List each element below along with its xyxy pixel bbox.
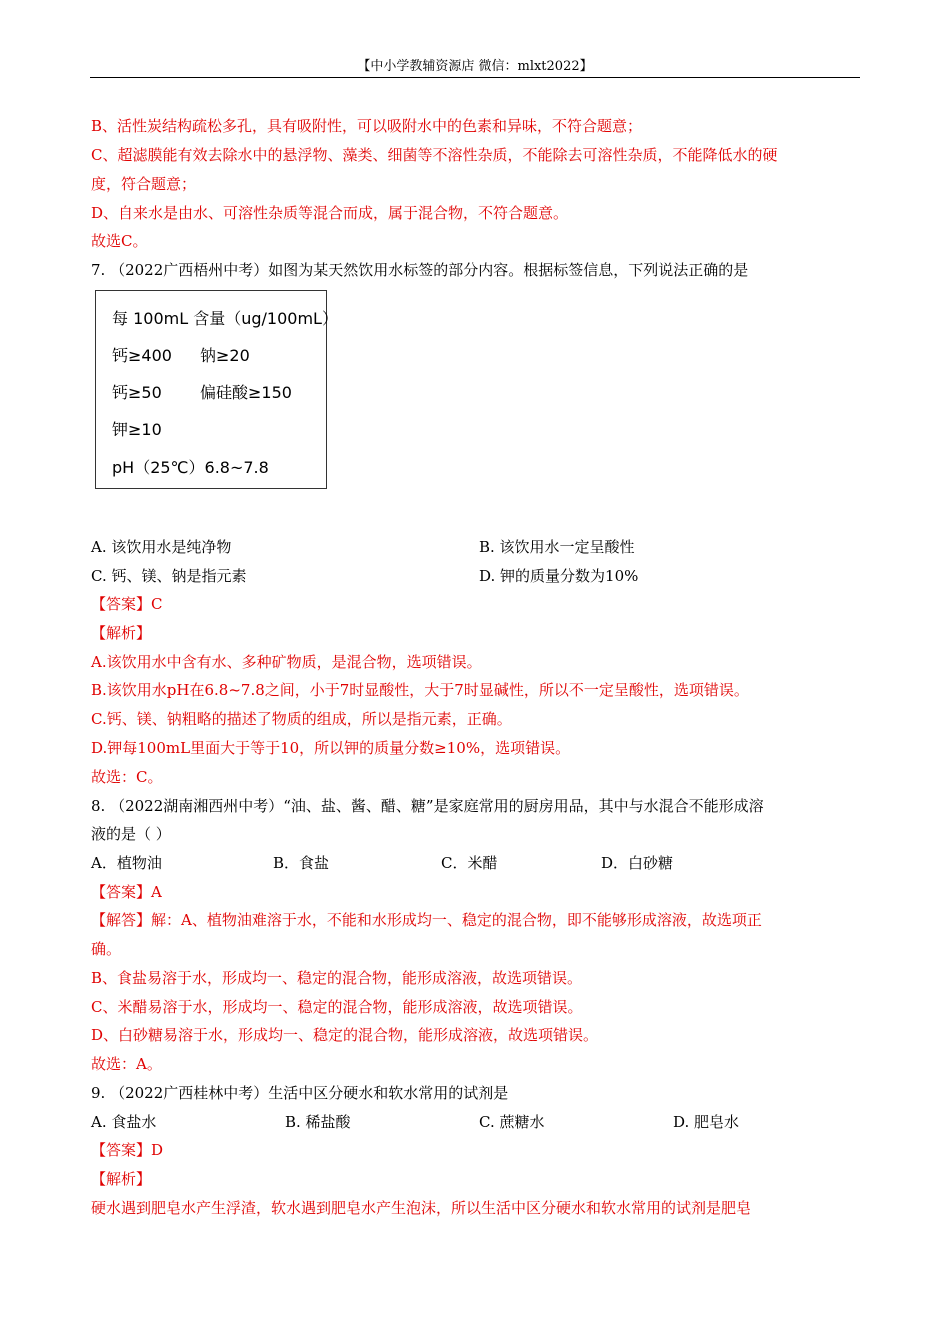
q6-conclusion: 故选C。	[91, 232, 148, 250]
q6-option-c-explanation-line2: 度，符合题意；	[91, 175, 197, 193]
q9-analysis-title: 【解析】	[91, 1170, 152, 1188]
label-ph: pH（25℃）6.8~7.8	[112, 458, 269, 477]
q8-analysis-line2: 确。	[91, 940, 122, 958]
q6-option-c-explanation-line1: C、超滤膜能有效去除水中的悬浮物、藻类、细菌等不溶性杂质，不能除去可溶性杂质，不能降低水的硬	[91, 146, 778, 164]
label-title: 每 100mL 含量（ug/100mL）	[112, 309, 338, 328]
label-magnesium: 钙≥50	[112, 383, 162, 402]
q9-option-b: B. 稀盐酸	[285, 1113, 351, 1131]
q8-stem-line2: 液的是（ ）	[91, 825, 171, 843]
q9-answer: 【答案】D	[91, 1141, 164, 1159]
q8-option-d: D．白砂糖	[601, 854, 674, 872]
q7-option-a: A. 该饮用水是纯净物	[91, 538, 232, 556]
q7-analysis-line: B.该饮用水pH在6.8~7.8之间，小于7时显酸性，大于7时显碱性，所以不一定呈酸性，选项错误。	[91, 681, 749, 699]
q8-analysis-line: C、米醋易溶于水，形成均一、稳定的混合物，能形成溶液，故选项错误。	[91, 998, 583, 1016]
q9-option-c: C. 蔗糖水	[479, 1113, 545, 1131]
q7-option-d: D. 钾的质量分数为10%	[479, 567, 639, 585]
label-potassium: 钾≥10	[112, 420, 162, 439]
q6-option-b-explanation: B、活性炭结构疏松多孔，具有吸附性，可以吸附水中的色素和异味，不符合题意；	[91, 117, 643, 135]
q7-option-c: C. 钙、镁、钠是指元素	[91, 567, 247, 585]
q9-stem: 9. （2022广西桂林中考）生活中区分硬水和软水常用的试剂是	[91, 1084, 509, 1102]
q8-option-c: C．米醋	[441, 854, 498, 872]
q7-option-b: B. 该饮用水一定呈酸性	[479, 538, 635, 556]
q8-answer: 【答案】A	[91, 883, 162, 901]
q6-option-d-explanation: D、自来水是由水、可溶性杂质等混合而成，属于混合物，不符合题意。	[91, 204, 569, 222]
q8-stem-line1: 8. （2022湖南湘西州中考）“油、盐、酱、醋、糖”是家庭常用的厨房用品，其中与水混合不能形成溶	[91, 797, 764, 815]
label-sodium: 钠≥20	[200, 346, 250, 365]
q7-analysis-line: D.钾每100mL里面大于等于10，所以钾的质量分数≥10%，选项错误。	[91, 739, 571, 757]
q9-analysis-line: 硬水遇到肥皂水产生浮渣，软水遇到肥皂水产生泡沫，所以生活中区分硬水和软水常用的试剂是肥皂	[91, 1199, 752, 1217]
water-label-figure	[95, 290, 338, 489]
q8-analysis-line: B、食盐易溶于水，形成均一、稳定的混合物，能形成溶液，故选项错误。	[91, 969, 583, 987]
q7-answer: 【答案】C	[91, 595, 163, 613]
q7-analysis-title: 【解析】	[91, 624, 152, 642]
q7-analysis-line: C.钙、镁、钠粗略的描述了物质的组成，所以是指元素，正确。	[91, 710, 512, 728]
q8-option-a: A．植物油	[91, 854, 162, 872]
q8-analysis-line: D、白砂糖易溶于水，形成均一、稳定的混合物，能形成溶液，故选项错误。	[91, 1026, 599, 1044]
q8-option-b: B．食盐	[273, 854, 330, 872]
q8-conclusion: 故选：A。	[91, 1055, 162, 1073]
q8-analysis-line1: 【解答】解：A、植物油难溶于水，不能和水形成均一、稳定的混合物，即不能够形成溶液，故选项正	[91, 911, 762, 929]
label-metasilicic-acid: 偏硅酸≥150	[200, 383, 292, 402]
page-header: 【中小学教辅资源店 微信：mlxt2022】	[90, 58, 860, 78]
q7-stem: 7. （2022广西梧州中考）如图为某天然饮用水标签的部分内容。根据标签信息，下列说法正确的是	[91, 261, 749, 279]
q9-option-a: A. 食盐水	[91, 1113, 157, 1131]
q7-analysis-line: A.该饮用水中含有水、多种矿物质，是混合物，选项错误。	[91, 653, 482, 671]
q7-conclusion: 故选：C。	[91, 768, 163, 786]
label-calcium: 钙≥400	[112, 346, 172, 365]
q9-option-d: D. 肥皂水	[673, 1113, 740, 1131]
